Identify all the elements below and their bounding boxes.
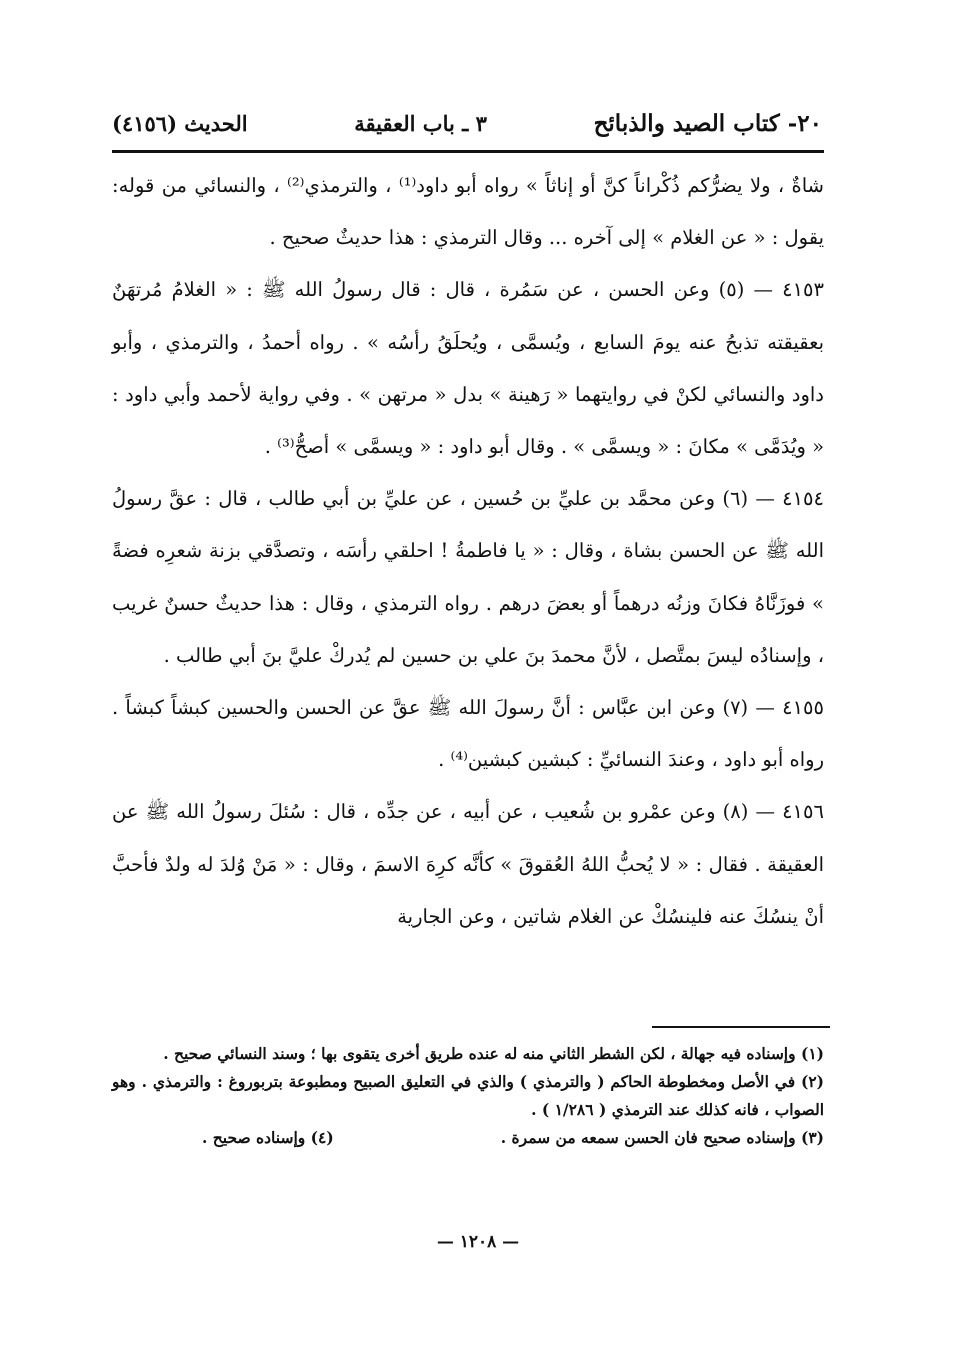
header-rule bbox=[112, 150, 824, 153]
hadith-4155: ٤١٥٥ — (٧) وعن ابن عبَّاس : أنَّ رسولَ الله ﷺ عقَّ عن الحسن والحسين كبشاً كبشاً . رواه أبو داود ، وعندَ النسائيِّ : كبشين كبشين⁽⁴⁾ . bbox=[112, 696, 824, 772]
hadith-4153: ٤١٥٣ — (٥) وعن الحسن ، عن سَمُرة ، قال : قال رسولُ الله ﷺ : « الغلامُ مُرتهَنٌ بعقيقته تذبحُ عنه يومَ السابع ، ويُسمَّى ، ويُحلَقُ رأسُه » . رواه أحمدُ ، والترمذي ، وأبو داود والنسائي لكنْ في روايتهما « رَهينة » بدل « مرتهن » . وفي رواية لأحمد وأبي داود : « ويُدَمَّى » مكانَ : « ويسمَّى » . وقال أبو داود : « ويسمَّى » أصحُّ⁽³⁾ . bbox=[112, 278, 824, 459]
footnote-rule bbox=[652, 1026, 830, 1028]
hadith-4156: ٤١٥٦ — (٨) وعن عمْرو بن شُعيب ، عن أبيه ، عن جدِّه ، قال : سُئلَ رسولُ الله ﷺ عن العقيقة . فقال : « لا يُحبُّ اللهُ العُقوقَ » كأنَّه كرِهَ الاسمَ ، وقال : « مَنْ وُلدَ له ولدٌ فأحبَّ أنْ ينسُكَ عنه فلينسُكْ عن الغلام شاتين ، وعن الجارية bbox=[112, 800, 824, 928]
chapter-title: ٢٠- كتاب الصيد والذبائح bbox=[593, 109, 822, 137]
footnotes bbox=[112, 1040, 824, 1152]
paragraph-continuation: شاةٌ ، ولا يضرُّكم ذُكْراناً كنَّ أو إناثاً » رواه أبو داود⁽¹⁾ ، والترمذي⁽²⁾ ، والنسائي من قوله: يقول : « عن الغلام » إلى آخره ... وقال الترمذي : هذا حديثٌ صحيح . bbox=[112, 174, 824, 250]
hadith-reference: الحديث (٤١٥٦) bbox=[112, 110, 248, 136]
footnote-1: (١) وإسناده فيه جهالة ، لكن الشطر الثاني منه له عنده طريق أخرى يتقوى بها ؛ وسند النسائي صحيح . bbox=[163, 1044, 824, 1063]
main-text bbox=[112, 160, 824, 943]
footnote-3: (٣) وإسناده صحيح فان الحسن سمعه من سمرة . bbox=[500, 1128, 824, 1147]
footnote-2: (٢) في الأصل ومخطوطة الحاكم ( والترمذي ) والذي في التعليق الصبيح ومطبوعة بتربوروغ : والترمذي . وهو الصواب ، فانه كذلك عند الترمذي ( ١/٢٨٦ ) . bbox=[112, 1072, 824, 1119]
footnote-4: (٤) وإسناده صحيح . bbox=[202, 1128, 334, 1147]
page-number: — ١٢٠٨ — bbox=[436, 1232, 520, 1252]
hadith-4154: ٤١٥٤ — (٦) وعن محمَّد بن عليِّ بن حُسين ، عن عليِّ بن أبي طالب ، قال : عقَّ رسولُ الله ﷺ عن الحسن بشاة ، وقال : « يا فاطمةُ ! احلقي رأسَه ، وتصدَّقي بزنة شعرِه فضةً » فوزَنَّاهُ فكانَ وزنُه درهماً أو بعضَ درهم . رواه الترمذي ، وقال : هذا حديثٌ حسنٌ غريب ، وإسنادُه ليسَ بمتَّصل ، لأنَّ محمدَ بنَ علي بن حسين لم يُدركْ عليَّ بنَ أبي طالب . bbox=[112, 487, 824, 667]
footnotes-3-4 bbox=[112, 1124, 824, 1152]
section-title: ٣ ـ باب العقيقة bbox=[354, 110, 487, 136]
page-header bbox=[112, 98, 822, 148]
